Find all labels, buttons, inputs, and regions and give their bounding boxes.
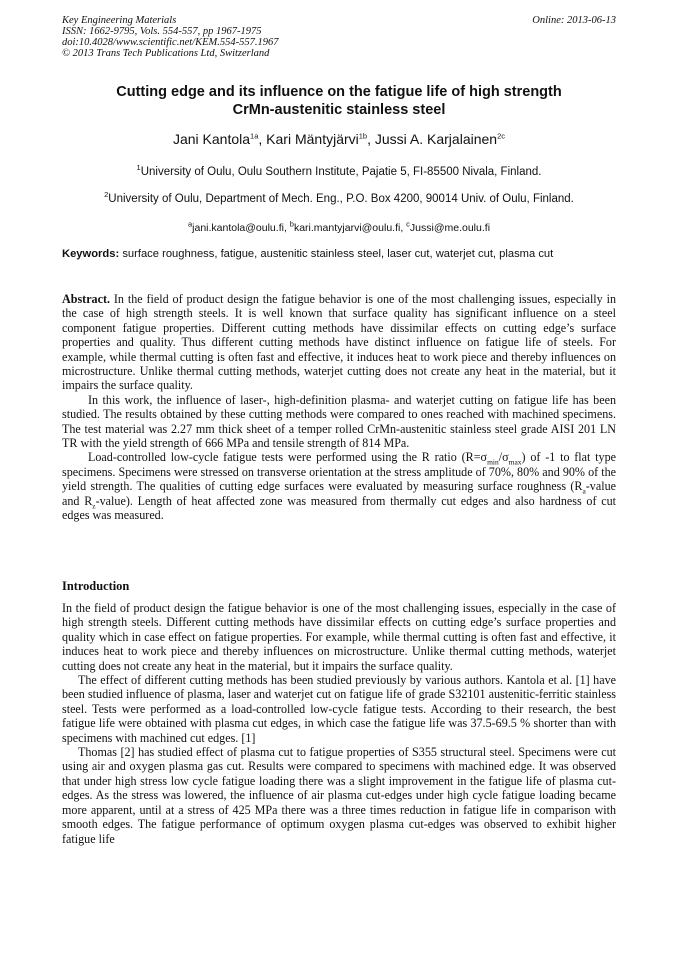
intro-paragraph-1: In the field of product design the fatigue behavior is one of the most challenging issues, especially in the case of high strength steels. Different cutting methods have dissimilar effects on cutting edge’s surface properties and quality which in case effect on fatigue properties. For example, while thermal cutting is often fast and effective, it induces heat to work piece and thereby influences on microstructure. Unlike thermal cutting methods, waterjet cutting does not create any heat in the material, but it impairs the surface quality.: [62, 601, 616, 673]
affiliation-text: University of Oulu, Department of Mech. Eng., P.O. Box 4200, 90014 Univ. of Oulu, Finland.: [108, 193, 574, 205]
author-separator: ,: [258, 131, 267, 147]
intro-paragraph-2: The effect of different cutting methods has been studied previously by various authors. Kantola et al. [1] have been studied influence of plasma, laser and waterjet cut on fatigue life of grade S32101 austenitic-ferritic stainless steel. Tests were performed as a load-controlled low-cycle fatigue tests. According to their research, the best fatigue life were obtained with plasma cut edges, in which case the fatigue life was 37.5-69.5 % shorter than with specimens with machined cut edges. [1]: [62, 673, 616, 745]
subscript: max: [508, 457, 522, 467]
keywords-text: surface roughness, fatigue, austenitic stainless steel, laser cut, waterjet cut, plasma cut: [122, 248, 554, 260]
abstract-text: ) of -1 to flat type specimens. Specimens were stressed on transverse orientation at the stress amplitude of 70%, 80% and 90% of the yield strength. The qualities of cutting edge surfaces were evaluated by measuring surface roughness (R: [62, 450, 617, 494]
abstract-text: -value and R: [62, 479, 616, 508]
abstract-label: Abstract.: [62, 292, 111, 306]
abstract-paragraph-2: In this work, the influence of laser-, high-definition plasma- and waterjet cutting on fatigue life has been studied. The results obtained by these cutting methods were compared to ones reached with machined specimens. The test material was 2.27 mm thick sheet of a temper rolled CrMn-austenitic stainless steel grade AISI 201 LN TR with the yield strength of 666 MPa and tensile strength of 814 MPa.: [62, 392, 616, 451]
email-sup: b: [289, 219, 294, 229]
author-sup: 1a: [250, 131, 259, 141]
author-list: [62, 130, 616, 148]
abstract-text: Load-controlled low-cycle fatigue tests were performed using the R ratio (R=σ: [88, 450, 488, 465]
affiliation-2: [62, 192, 616, 206]
author-name: Kari Mäntyjärvi: [266, 131, 359, 147]
introduction-section: [62, 601, 616, 846]
email-link[interactable]: Jussi@me.oulu.fi: [409, 222, 491, 234]
author-separator: ,: [367, 131, 375, 147]
abstract-text: In the field of product design the fatigue behavior is one of the most challenging issues, especially in the case of high strength steels. It is well known that surface quality has significant influence on a steel component fatigue properties. Different cutting methods have dissimilar effects on cutting edge’s surface properties and quality. Thus different cutting methods have distinct influence on fatigue life of steels. For example, while thermal cutting is often fast and effective, it induces heat to work piece and thereby influences on microstructure. Unlike thermal cutting methods, waterjet cutting does not create any heat in the material, but it impairs the surface quality.: [62, 292, 616, 393]
keywords-label: Keywords:: [62, 248, 120, 260]
copyright-line: © 2013 Trans Tech Publications Ltd, Switzerland: [62, 48, 270, 59]
author-name: Jussi A. Karjalainen: [374, 131, 498, 147]
title-line-2: CrMn-austenitic stainless steel: [232, 102, 446, 118]
subscript: z: [92, 501, 96, 511]
subscript: min: [487, 457, 499, 467]
email-sup: c: [406, 219, 410, 229]
email-separator: ,: [400, 222, 407, 234]
journal-header: [62, 15, 616, 59]
email-link[interactable]: kari.mantyjarvi@oulu.fi: [293, 222, 401, 234]
journal-name: Key Engineering Materials: [62, 15, 177, 26]
intro-paragraph-3: Thomas [2] has studied effect of plasma cut to fatigue properties of S355 structural steel. Specimens were cut using air and oxygen plasma gas cut. Results were compared to specimens with machined edge. It was observed that under high stress low cycle fatigue loading there was a slight improvement in the fatigue life of plasma cut-edges. As the stress was lowered, the influence of air plasma cut-edges under high cycle fatigue loading became more apparent, until at a stress of 425 MPa there was a three times reduction in fatigue life in comparison with smooth edges. The fatigue performance of optimum oxygen plasma cut-edges was observed to exhibit higher fatigue life: [62, 745, 616, 846]
section-heading-introduction: Introduction: [62, 579, 130, 593]
email-sup: a: [187, 219, 193, 229]
keywords-block: [62, 248, 616, 262]
affiliation-sup: 1: [136, 163, 141, 173]
abstract-text: /σ: [498, 450, 509, 465]
subscript: a: [582, 486, 586, 496]
title-line-1: Cutting edge and its influence on the fatigue life of high strength: [116, 84, 562, 100]
email-list: [62, 221, 616, 235]
affiliation-1: [62, 165, 616, 179]
email-link[interactable]: jani.kantola@oulu.fi: [192, 222, 284, 234]
author-sup: 2c: [497, 131, 505, 141]
online-date: Online: 2013-06-13: [532, 15, 616, 26]
paper-title: [62, 83, 616, 119]
issn-line: ISSN: 1662-9795, Vols. 554-557, pp 1967-1975: [62, 26, 262, 37]
doi-line: doi:10.4028/www.scientific.net/KEM.554-557.1967: [62, 37, 279, 48]
author-name: Jani Kantola: [172, 131, 251, 147]
abstract-paragraph-1: [62, 292, 616, 393]
abstract-section: [62, 292, 616, 523]
abstract-paragraph-3: [62, 450, 616, 522]
abstract-text: -value). Length of heat affected zone was measured from thermally cut edges and also hardness of cut edges was measured.: [62, 493, 616, 523]
author-sup: 1b: [358, 131, 368, 141]
email-separator: ,: [283, 222, 290, 234]
affiliation-sup: 2: [104, 190, 109, 200]
affiliation-text: University of Oulu, Oulu Southern Institute, Pajatie 5, FI-85500 Nivala, Finland.: [140, 166, 542, 178]
